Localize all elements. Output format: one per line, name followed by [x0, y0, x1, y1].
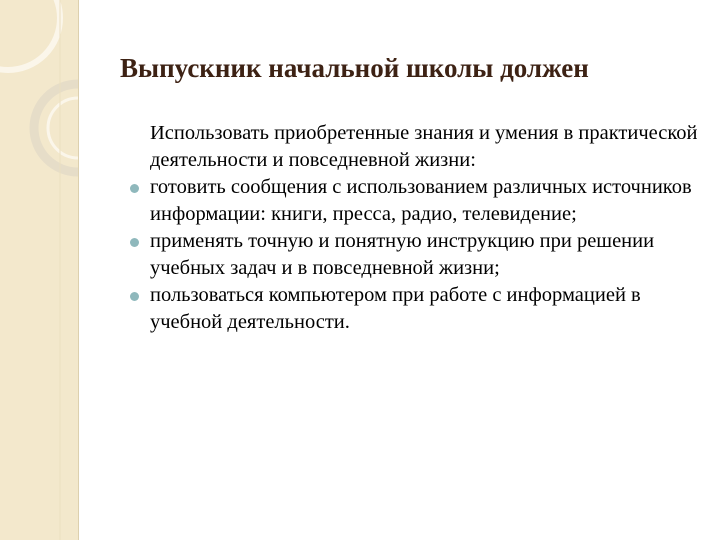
circle-bullet-icon [130, 292, 139, 301]
slide-title: Выпускник начальной школы должен [120, 53, 589, 83]
intro-paragraph: Использовать приобретенные знания и умения в практической деятельности и повседневной жизни: [150, 122, 698, 171]
list-item [108, 228, 698, 282]
ring-decoration-icon [0, 0, 78, 540]
slide-content [108, 120, 698, 336]
list-item [108, 174, 698, 228]
side-decorative-panel [0, 0, 79, 540]
list-item-text: готовить сообщения с использованием различных источников информации: книги, пресса, радио, телевидение; [150, 176, 692, 225]
list-item [108, 282, 698, 336]
circle-bullet-icon [130, 184, 139, 193]
bullet-list [108, 174, 698, 336]
circle-bullet-icon [130, 238, 139, 247]
list-item-text: применять точную и понятную инструкцию при решении учебных задач и в повседневной жизни; [150, 230, 655, 279]
list-item-text: пользоваться компьютером при работе с информацией в учебной деятельности. [150, 284, 641, 333]
